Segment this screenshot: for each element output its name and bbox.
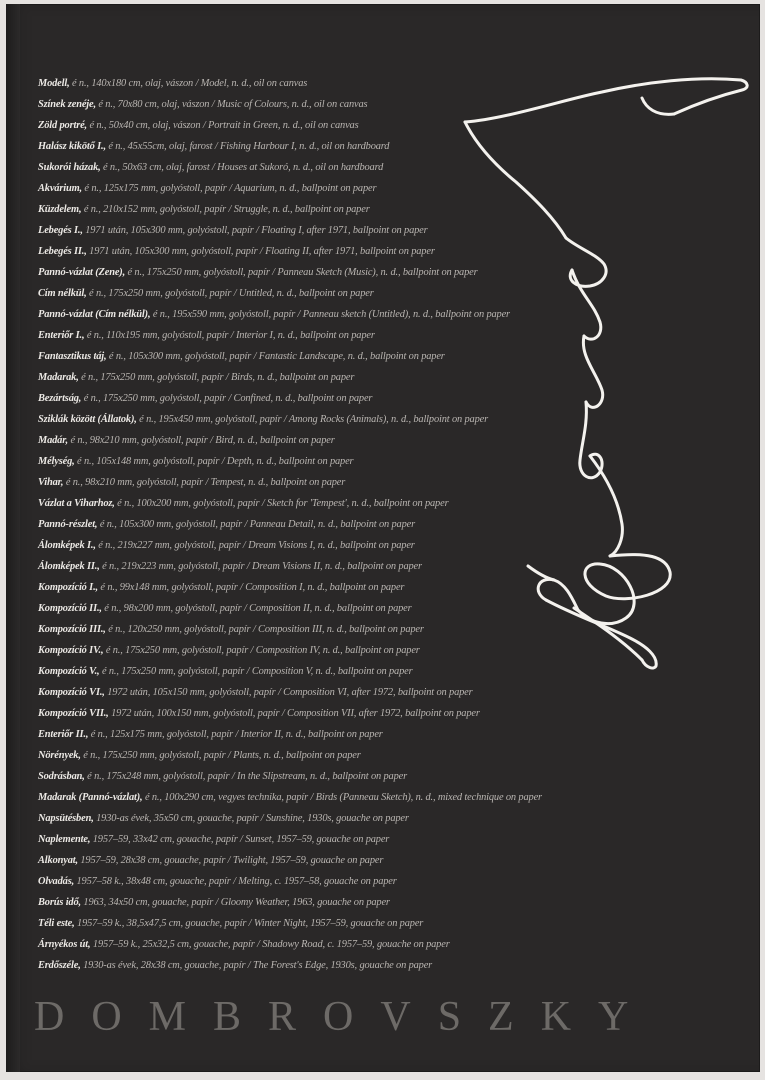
artwork-details: 1957–59, 33x42 cm, gouache, papír / Sunset, 1957–59, gouache on paper [90,834,390,845]
artwork-title: Kompozíció VI., [38,687,105,698]
artwork-details: 1930-as évek, 28x38 cm, gouache, papír / The Forest's Edge, 1930s, gouache on paper [80,960,433,971]
artwork-details: é n., 195x450 mm, golyóstoll, papír / Among Rocks (Animals), n. d., ballpoint on paper [136,414,489,425]
artwork-title: Madár, [38,435,68,446]
artwork-title: Mélység, [38,456,75,467]
artwork-entry [38,871,598,892]
artwork-entry [38,619,598,640]
artwork-entry [38,934,598,955]
artwork-title: Pannó-vázlat (Zene), [38,267,126,278]
artwork-title: Olvadás, [38,876,75,887]
artwork-title: Halász kikötő I., [38,141,106,152]
artwork-details: é n., 175x250 mm, golyóstoll, papír / Composition IV, n. d., ballpoint on paper [103,645,420,656]
artwork-title: Naplemente, [38,834,91,845]
artwork-entry [38,493,598,514]
artwork-entry [38,913,598,934]
artwork-entry [38,724,598,745]
artwork-details: é n., 125x175 mm, golyóstoll, papír / Interior II, n. d., ballpoint on paper [88,729,383,740]
artwork-entry [38,514,598,535]
artwork-entry [38,703,598,724]
artwork-title: Nörények, [38,750,81,761]
artwork-entry [38,766,598,787]
artwork-entry [38,745,598,766]
artwork-details: é n., 105x300 mm, golyóstoll, papír / Fantastic Landscape, n. d., ballpoint on paper [106,351,445,362]
artwork-title: Téli este, [38,918,75,929]
artwork-details: é n., 99x148 mm, golyóstoll, papír / Composition I, n. d., ballpoint on paper [97,582,405,593]
cover-title: DOMBROVSZKY [34,994,656,1040]
artwork-details: é n., 175x250 mm, golyóstoll, papír / Panneau Sketch (Music), n. d., ballpoint on paper [125,267,478,278]
artwork-details: é n., 175x250 mm, golyóstoll, papír / Birds, n. d., ballpoint on paper [78,372,355,383]
artwork-details: é n., 100x290 cm, vegyes technika, papír / Birds (Panneau Sketch), n. d., mixed technique on paper [142,792,542,803]
artwork-details: é n., 175x250 mm, golyóstoll, papír / Untitled, n. d., ballpoint on paper [86,288,374,299]
artwork-title: Álomképek II., [38,561,100,572]
artwork-title: Lebegés II., [38,246,87,257]
artwork-title: Sziklák között (Állatok), [38,414,137,425]
artwork-entry [38,451,598,472]
artwork-title: Zöld portré, [38,120,87,131]
artwork-details: é n., 50x40 cm, olaj, vászon / Portrait in Green, n. d., oil on canvas [87,120,359,131]
artwork-entry [38,220,598,241]
artwork-title: Napsütésben, [38,813,94,824]
artwork-entry [38,808,598,829]
artwork-details: 1972 után, 100x150 mm, golyóstoll, papír / Composition VII, after 1972, ballpoint on paper [108,708,480,719]
artwork-entry [38,346,598,367]
artwork-details: é n., 98x210 mm, golyóstoll, papír / Bird, n. d., ballpoint on paper [68,435,335,446]
artwork-details: é n., 219x223 mm, golyóstoll, papír / Dream Visions II, n. d., ballpoint on paper [99,561,422,572]
artwork-entry [38,430,598,451]
artwork-details: é n., 175x250 mm, golyóstoll, papír / Composition V, n. d., ballpoint on paper [99,666,413,677]
artwork-details: é n., 105x148 mm, golyóstoll, papír / Depth, n. d., ballpoint on paper [74,456,354,467]
artwork-title: Pannó-részlet, [38,519,98,530]
artwork-title: Borús idő, [38,897,81,908]
artwork-title: Küzdelem, [38,204,82,215]
artwork-entry [38,661,598,682]
artwork-title: Vázlat a Viharhoz, [38,498,115,509]
artwork-details: 1972 után, 105x150 mm, golyóstoll, papír / Composition VI, after 1972, ballpoint on paper [104,687,473,698]
artwork-details: é n., 175x250 mm, golyóstoll, papír / Confined, n. d., ballpoint on paper [81,393,373,404]
artwork-entry [38,535,598,556]
artwork-entry [38,598,598,619]
artwork-details: é n., 125x175 mm, golyóstoll, papír / Aquarium, n. d., ballpoint on paper [81,183,377,194]
spine-edge [6,4,20,1072]
artwork-title: Enteriőr I., [38,330,85,341]
artwork-entry [38,409,598,430]
artwork-details: 1971 után, 105x300 mm, golyóstoll, papír / Floating I, after 1971, ballpoint on paper [82,225,428,236]
artwork-title: Modell, [38,78,70,89]
artwork-title: Pannó-vázlat (Cím nélkül), [38,309,151,320]
artwork-title: Kompozíció V., [38,666,100,677]
book-cover [6,4,760,1072]
artwork-entry [38,304,598,325]
artwork-title: Madarak, [38,372,79,383]
artwork-title: Bezártság, [38,393,82,404]
artwork-entry [38,388,598,409]
artwork-entry [38,136,598,157]
artwork-title: Erdőszéle, [38,960,81,971]
artwork-title: Színek zenéje, [38,99,96,110]
artwork-details: é n., 110x195 mm, golyóstoll, papír / Interior I, n. d., ballpoint on paper [84,330,375,341]
artwork-entry [38,682,598,703]
artwork-title: Kompozíció I., [38,582,98,593]
artwork-details: 1930-as évek, 35x50 cm, gouache, papír / Sunshine, 1930s, gouache on paper [93,813,409,824]
artwork-title: Kompozíció II., [38,603,102,614]
artwork-entry [38,283,598,304]
artwork-title: Kompozíció IV., [38,645,104,656]
artwork-details: 1957–59 k., 38,5x47,5 cm, gouache, papír / Winter Night, 1957–59, gouache on paper [74,918,424,929]
artwork-details: 1957–59 k., 25x32,5 cm, gouache, papír / Shadowy Road, c. 1957–59, gouache on paper [90,939,450,950]
artwork-title: Árnyékos út, [38,939,91,950]
artwork-details: 1957–58 k., 38x48 cm, gouache, papír / Melting, c. 1957–58, gouache on paper [74,876,397,887]
artwork-details: 1957–59, 28x38 cm, gouache, papír / Twilight, 1957–59, gouache on paper [77,855,384,866]
artwork-entry [38,199,598,220]
artwork-title: Sodrásban, [38,771,85,782]
artwork-entry [38,157,598,178]
artwork-details: 1963, 34x50 cm, gouache, papír / Gloomy Weather, 1963, gouache on paper [80,897,390,908]
artwork-entry [38,556,598,577]
artwork-entry [38,262,598,283]
artwork-entry [38,115,598,136]
artwork-entry [38,787,598,808]
artwork-entry [38,472,598,493]
artwork-title: Alkonyat, [38,855,78,866]
artwork-details: é n., 195x590 mm, golyóstoll, papír / Panneau sketch (Untitled), n. d., ballpoint on paper [150,309,510,320]
artwork-details: é n., 175x250 mm, golyóstoll, papír / Plants, n. d., ballpoint on paper [80,750,361,761]
artwork-title: Fantasztikus táj, [38,351,107,362]
artwork-entry [38,73,598,94]
artwork-details: é n., 210x152 mm, golyóstoll, papír / Struggle, n. d., ballpoint on paper [81,204,370,215]
artwork-details: é n., 100x200 mm, golyóstoll, papír / Sketch for 'Tempest', n. d., ballpoint on paper [114,498,449,509]
artwork-title: Sukorói házak, [38,162,101,173]
artwork-entry [38,178,598,199]
artwork-details: é n., 98x200 mm, golyóstoll, papír / Composition II, n. d., ballpoint on paper [101,603,412,614]
artwork-entry [38,94,598,115]
artwork-title: Enteriőr II., [38,729,89,740]
artwork-title: Cím nélkül, [38,288,87,299]
artwork-title: Akvárium, [38,183,82,194]
artwork-details: é n., 98x210 mm, golyóstoll, papír / Tempest, n. d., ballpoint on paper [63,477,346,488]
artwork-title: Álomképek I., [38,540,96,551]
artwork-entry [38,241,598,262]
artwork-entry [38,367,598,388]
artwork-title: Kompozíció III., [38,624,106,635]
artwork-list [38,73,598,976]
artwork-title: Lebegés I., [38,225,83,236]
artwork-title: Kompozíció VII., [38,708,109,719]
artwork-entry [38,640,598,661]
artwork-title: Madarak (Pannó-vázlat), [38,792,143,803]
artwork-details: é n., 140x180 cm, olaj, vászon / Model, n. d., oil on canvas [69,78,308,89]
artwork-entry [38,577,598,598]
artwork-details: é n., 50x63 cm, olaj, farost / Houses at Sukoró, n. d., oil on hardboard [100,162,384,173]
artwork-details: 1971 után, 105x300 mm, golyóstoll, papír / Floating II, after 1971, ballpoint on paper [86,246,435,257]
artwork-details: é n., 175x248 mm, golyóstoll, papír / In the Slipstream, n. d., ballpoint on paper [84,771,407,782]
artwork-entry [38,829,598,850]
artwork-title: Vihar, [38,477,64,488]
artwork-details: é n., 120x250 mm, golyóstoll, papír / Composition III, n. d., ballpoint on paper [105,624,424,635]
artwork-details: é n., 105x300 mm, golyóstoll, papír / Panneau Detail, n. d., ballpoint on paper [97,519,415,530]
artwork-details: é n., 219x227 mm, golyóstoll, papír / Dream Visions I, n. d., ballpoint on paper [95,540,415,551]
artwork-details: é n., 45x55cm, olaj, farost / Fishing Harbour I, n. d., oil on hardboard [105,141,390,152]
artwork-entry [38,850,598,871]
artwork-entry [38,955,598,976]
artwork-entry [38,892,598,913]
artwork-details: é n., 70x80 cm, olaj, vászon / Music of Colours, n. d., oil on canvas [95,99,368,110]
artwork-entry [38,325,598,346]
